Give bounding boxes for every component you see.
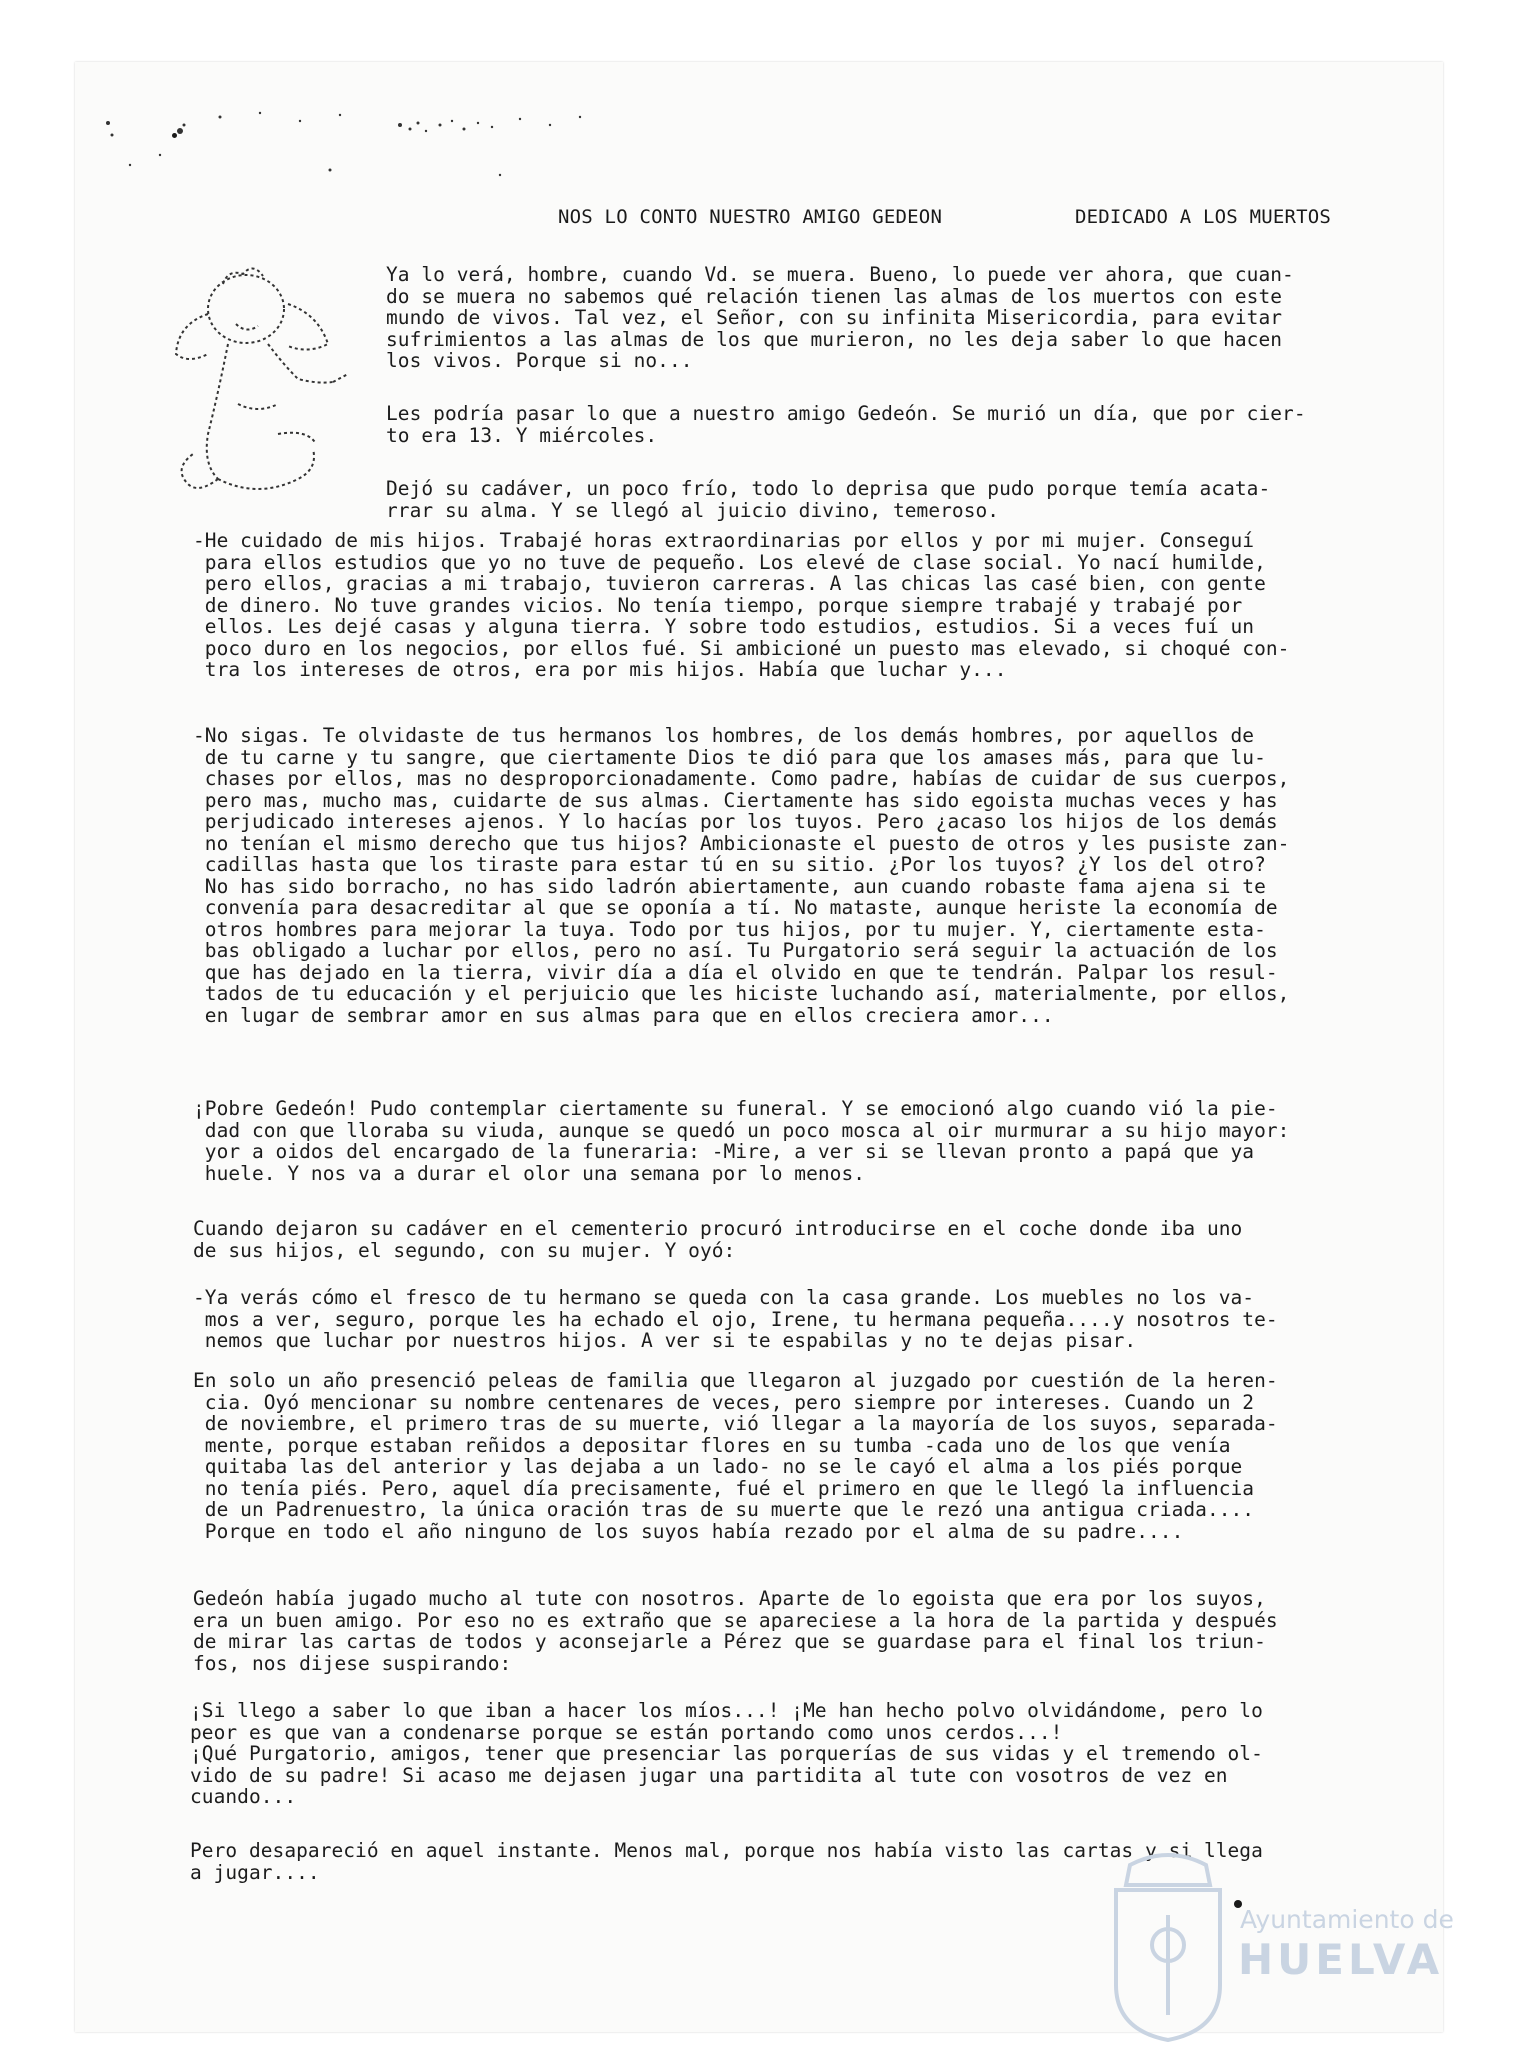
angel-drawing-icon xyxy=(168,254,373,524)
ink-dot xyxy=(172,133,177,138)
paragraph-divine-judgement: -No sigas. Te olvidaste de tus hermanos los hombres, de los demás hombres, por aquellos de de tu carne y tu sangre, que ciertamente Dios te dió para que los amases más, para que lu- chases por ellos, mas no desproporcionadamente. Como padre, habías de cuidar de sus cuerpos, pero mas, mucho mas, cuidarte de sus almas. Ciertamente has sido egoista muchas veces y has perjudicado intereses ajenos. Y lo hacías por los tuyos. Pero ¿acaso los hijos de los demás no tenían el mismo derecho que tus hijos? Ambicionaste el puesto de otros y les pusiste zan- cadillas hasta que los tiraste para estar tú en su sitio. ¿Por los tuyos? ¿Y los del otro? No has sido borracho, no has sido ladrón abiertamente, aun cuando robaste fama ajena si te convenía para desacreditar al que se oponía a tí. No mataste, aunque heriste la economía de otros hombres para mejorar la tuya. Todo por tus hijos, por tu mujer. Y, ciertamente esta- bas obligado a luchar por ellos, pero no así. Tu Purgatorio será seguir la actuación de los que has dejado en la tierra, vivir día a día el olvido en que te tendrán. Palpar los resul- tados de tu educación y el perjuicio que les hiciste luchando así, materialmente, por ellos, en lugar de sembrar amor en sus almas para que en ellos creciera amor... xyxy=(193,724,1290,1027)
paragraph-gedeon-defense: -He cuidado de mis hijos. Trabajé horas extraordinarias por ellos y por mi mujer. Conseguí para ellos estudios que yo no tuve de pequeño. Los elevé de clase social. Yo nací humilde, pero ellos, gracias a mi trabajo, tuvieron carreras. A las chicas las casé bien, con gente de dinero. No tuve grandes vicios. No tenía tiempo, porque siempre trabajé y trabajé por ellos. Les dejé casas y alguna tierra. Y sobre todo estudios, estudios. Si a veces fuí un poco duro en los negocios, por ellos fué. Si ambicioné un puesto mas elevado, si choqué con- tra los intereses de otros, era por mis hijos. Había que luchar y... xyxy=(193,529,1290,681)
paragraph-cemetery: Cuando dejaron su cadáver en el cementerio procuró introducirse en el coche donde iba uno de sus hijos, el segundo, con su mujer. Y oyó: xyxy=(193,1217,1243,1262)
paragraph-intro: Ya lo verá, hombre, cuando Vd. se muera. Bueno, lo puede ver ahora, que cuan- do se muera no sabemos qué relación tienen las almas de los muertos con este mundo de vivos. Tal vez, el Señor, con su infinita Misericordia, para evitar sufrimientos a las almas de los que murieron, no les deja saber lo que hacen los vivos. Porque si no... xyxy=(386,263,1294,372)
paragraph-car-dialogue: -Ya verás cómo el fresco de tu hermano se queda con la casa grande. Los muebles no los va- mos a ver, seguro, porque les ha echado el ojo, Irene, tu hermana pequeña....y nosotros te- nemos que luchar por nuestros hijos. A ver si te espabilas y no te dejas pisar. xyxy=(193,1286,1278,1352)
paragraph-gedeon-lament: ¡Si llego a saber lo que iban a hacer los míos...! ¡Me han hecho polvo olvidándome, pero lo peor es que van a condenarse porque se están portando como unos cerdos...! ¡Qué Purgatorio, amigos, tener que presenciar las porquerías de sus vidas y el tremendo ol- vido de su padre! Si acaso me dejasen jugar una partidita al tute con vosotros de vez en cuando... xyxy=(190,1699,1263,1808)
paragraph-gedeon-death: Les podría pasar lo que a nuestro amigo Gedeón. Se murió un día, que por cier- to era 13. Y miércoles. xyxy=(386,402,1306,447)
ink-speckles xyxy=(100,95,620,185)
paragraph-ending: Pero desapareció en aquel instante. Menos mal, porque nos había visto las cartas y si llega a jugar.... xyxy=(190,1839,1263,1884)
watermark-line1: Ayuntamiento de xyxy=(1240,1905,1454,1934)
paragraph-corpse: Dejó su cadáver, un poco frío, todo lo deprisa que pudo porque temía acata- rrar su alma. Y se llegó al juicio divino, temeroso. xyxy=(386,477,1271,522)
title-left: NOS LO CONTO NUESTRO AMIGO GEDEON xyxy=(558,206,943,228)
paragraph-funeral: ¡Pobre Gedeón! Pudo contemplar ciertamente su funeral. Y se emocionó algo cuando vió la pie- dad con que lloraba su viuda, aunque se quedó un poco mosca al oir murmurar a su hijo mayor: yor a oidos del encargado de la funeraria: -Mire, a ver si se llevan pronto a papá que ya huele. Y nos va a durar el olor una semana por lo menos. xyxy=(193,1097,1290,1185)
title-right: DEDICADO A LOS MUERTOS xyxy=(1075,206,1332,228)
paragraph-tute-game: Gedeón había jugado mucho al tute con nosotros. Aparte de lo egoista que era por los suyos, era un buen amigo. Por eso no es extraño que se apareciese a la hora de la partida y después de mirar las cartas de todos y aconsejarle a Pérez que se guardase para el final los triun- fos, nos dijese suspirando: xyxy=(193,1587,1278,1675)
paragraph-family-fights: En solo un año presenció peleas de familia que llegaron al juzgado por cuestión de la heren- cia. Oyó mencionar su nombre centenares de veces, pero siempre por intereses. Cuando un 2 de noviembre, el primero tras de su muerte, vió llegar a la mayoría de los suyos, separada- mente, porque estaban reñidos a depositar flores en su tumba -cada uno de los que venía quitaba las del anterior y las dejaba a un lado- no se le cayó el alma a los piés porque no tenía piés. Pero, aquel día precisamente, fué el primero en que le llegó la influencia de un Padrenuestro, la única oración tras de su muerte que le rezó una antigua criada.... Porque en todo el año ninguno de los suyos había rezado por el alma de su padre.... xyxy=(193,1369,1278,1543)
watermark-line2: HUELVA xyxy=(1238,1935,1444,1984)
